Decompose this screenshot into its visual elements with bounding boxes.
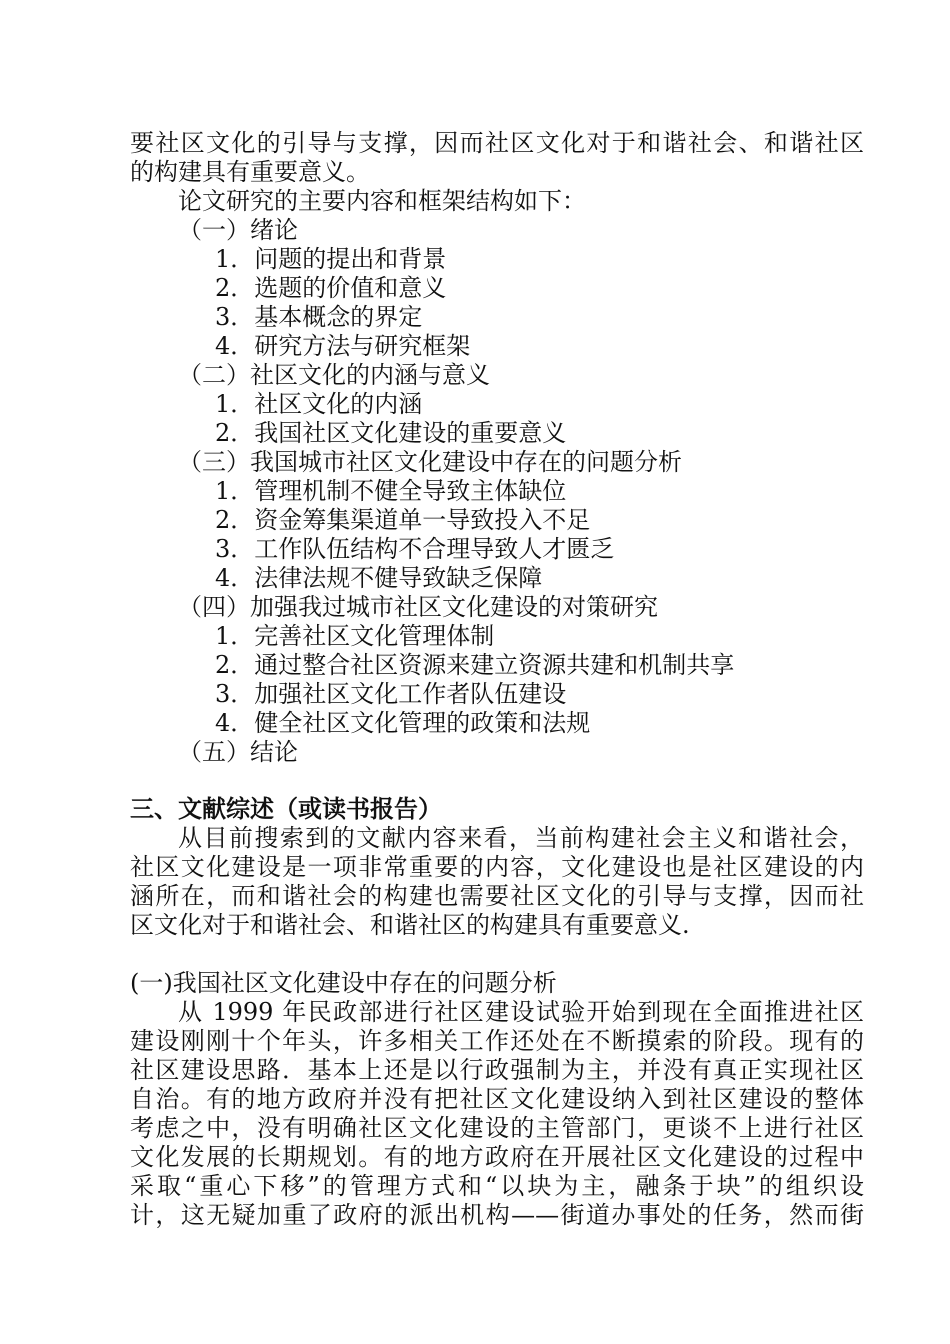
- paragraph-line: 涵所在，而和谐社会的构建也需要社区文化的引导与支撑，因而社: [130, 882, 864, 910]
- paragraph-line: 社区建设思路．基本上还是以行政强制为主，并没有真正实现社区: [130, 1056, 864, 1084]
- outline-item: 3．基本概念的界定: [215, 303, 423, 331]
- paragraph-line: 采取“重心下移”的管理方式和“以块为主，融条于块”的组织设: [130, 1172, 864, 1200]
- paragraph-line: 从 1999 年民政部进行社区建设试验开始到现在全面推进社区: [178, 998, 864, 1026]
- outline-item: 2．通过整合社区资源来建立资源共建和机制共享: [215, 651, 735, 679]
- paragraph-line: 从目前搜索到的文献内容来看，当前构建社会主义和谐社会，: [178, 824, 864, 852]
- outline-item: 1．管理机制不健全导致主体缺位: [215, 477, 567, 505]
- outline-item: 2．资金筹集渠道单一导致投入不足: [215, 506, 591, 534]
- paragraph-line: 要社区文化的引导与支撑，因而社区文化对于和谐社会、和谐社区: [130, 129, 864, 157]
- outline-intro: 论文研究的主要内容和框架结构如下：: [178, 187, 586, 215]
- outline-item: 1．社区文化的内涵: [215, 390, 423, 418]
- paragraph-line: 的构建具有重要意义。: [130, 158, 370, 186]
- outline-heading: （三）我国城市社区文化建设中存在的问题分析: [178, 448, 682, 476]
- outline-item: 4．健全社区文化管理的政策和法规: [215, 709, 591, 737]
- paragraph-line: 计，这无疑加重了政府的派出机构——街道办事处的任务，然而街: [130, 1201, 864, 1229]
- outline-item: 2．选题的价值和意义: [215, 274, 447, 302]
- outline-item: 4．法律法规不健导致缺乏保障: [215, 564, 543, 592]
- outline-item: 4．研究方法与研究框架: [215, 332, 471, 360]
- subsection-title: (一)我国社区文化建设中存在的问题分析: [130, 969, 557, 997]
- outline-item: 2．我国社区文化建设的重要意义: [215, 419, 567, 447]
- paragraph-line: 自治。有的地方政府并没有把社区文化建设纳入到社区建设的整体: [130, 1085, 864, 1113]
- section-title: 三、文献综述（或读书报告）: [130, 795, 442, 823]
- paragraph-line: 社区文化建设是一项非常重要的内容，文化建设也是社区建设的内: [130, 853, 864, 881]
- paragraph-line: 建设刚刚十个年头，许多相关工作还处在不断摸索的阶段。现有的: [130, 1027, 864, 1055]
- paragraph-line: 区文化对于和谐社会、和谐社区的构建具有重要意义.: [130, 911, 690, 939]
- outline-item: 1．问题的提出和背景: [215, 245, 447, 273]
- outline-heading: （一）绪论: [178, 216, 298, 244]
- outline-item: 1．完善社区文化管理体制: [215, 622, 495, 650]
- outline-heading: （四）加强我过城市社区文化建设的对策研究: [178, 593, 658, 621]
- outline-item: 3．工作队伍结构不合理导致人才匮乏: [215, 535, 615, 563]
- outline-item: 3．加强社区文化工作者队伍建设: [215, 680, 567, 708]
- outline-heading: （五）结论: [178, 738, 298, 766]
- paragraph-line: 考虑之中，没有明确社区文化建设的主管部门，更谈不上进行社区: [130, 1114, 864, 1142]
- outline-heading: （二）社区文化的内涵与意义: [178, 361, 490, 389]
- paragraph-line: 文化发展的长期规划。有的地方政府在开展社区文化建设的过程中: [130, 1143, 864, 1171]
